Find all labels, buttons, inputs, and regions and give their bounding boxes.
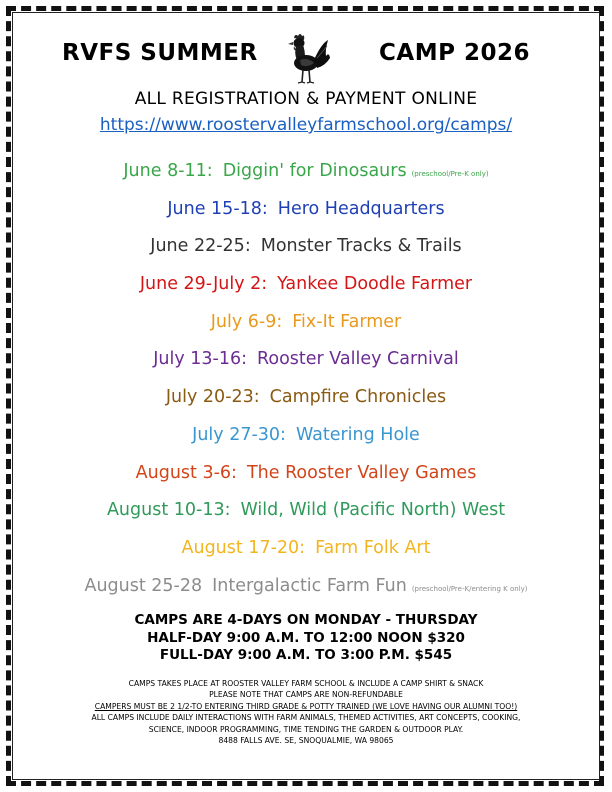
session-row [0,532,612,570]
session-name: Intergalactic Farm Fun [212,575,407,596]
session-row [0,381,612,419]
session-row [0,419,612,457]
info-days: CAMPS ARE 4-DAYS ON MONDAY - THURSDAY [134,612,478,628]
session-dates: July 13-16: [153,349,247,370]
title-left: RVFS SUMMER [62,40,258,66]
session-name: Rooster Valley Carnival [257,349,459,370]
session-row [0,343,612,381]
session-name: Campfire Chronicles [269,387,447,408]
session-row [0,494,612,532]
session-row [0,570,612,608]
session-dates: August 3-6: [135,462,237,483]
session-age-note: (preschool/Pre-K only) [411,170,489,178]
fine-print-refund: PLEASE NOTE THAT CAMPS ARE NON-REFUNDABLE [209,690,403,700]
fine-print-address: 8488 FALLS AVE. SE, SNOQUALMIE, WA 98065 [218,736,394,746]
session-name: Yankee Doodle Farmer [277,274,473,295]
session-name: Monster Tracks & Trails [260,236,462,257]
fine-print-location: CAMPS TAKES PLACE AT ROOSTER VALLEY FARM SCHOOL & INCLUDE A CAMP SHIRT & SNACK [128,679,484,688]
session-dates: June 8-11: [123,161,213,181]
session-name: Watering Hole [295,424,420,445]
registration-link[interactable]: https://www.roostervalleyfarmschool.org/camps/ [99,115,513,135]
session-name: Wild, Wild (Pacific North) West [240,500,506,521]
session-dates: July 20-23: [165,387,260,408]
session-row [0,155,612,193]
session-row [0,268,612,306]
session-dates: July 27-30: [192,424,286,445]
session-name: Fix-It Farmer [292,311,402,332]
session-dates: June 22-25: [150,236,251,257]
session-name: Farm Folk Art [315,537,431,558]
fine-print [40,678,572,746]
session-row [0,230,612,268]
camp-info [0,612,612,665]
rooster-icon [281,32,331,90]
title-right: CAMP 2026 [379,40,530,66]
fine-print-eligibility: CAMPERS MUST BE 2 1/2-TO ENTERING THIRD GRADE & POTTY TRAINED (WE LOVE HAVING OUR ALUMNI TOO!) [94,701,518,711]
session-list [0,155,612,607]
session-dates: July 6-9: [210,311,283,332]
session-row [0,306,612,344]
session-name: The Rooster Valley Games [246,462,477,483]
session-dates: June 29-July 2: [139,274,268,295]
info-half-day: HALF-DAY 9:00 A.M. TO 12:00 NOON $320 [147,629,465,646]
session-dates: August 10-13: [106,500,231,521]
session-row [0,457,612,495]
flyer-header [0,30,612,90]
session-name: Hero Headquarters [277,198,445,219]
session-dates: August 25-28 [84,575,203,596]
fine-print-activities-cont: SCIENCE, INDOOR PROGRAMMING, TIME TENDING THE GARDEN & OUTDOOR PLAY. [148,724,464,734]
session-dates: August 17-20: [181,537,306,558]
session-row [0,193,612,231]
session-name: Diggin' for Dinosaurs [222,161,407,181]
session-dates: June 15-18: [167,198,268,219]
session-age-note: (preschool/Pre-K/entering K only) [411,584,528,593]
info-full-day: FULL-DAY 9:00 A.M. TO 3:00 P.M. $545 [159,647,453,663]
fine-print-activities: ALL CAMPS INCLUDE DAILY INTERACTIONS WITH FARM ANIMALS, THEMED ACTIVITIES, ART CONCEPTS, COOKING, [91,713,521,723]
registration-note: ALL REGISTRATION & PAYMENT ONLINE [134,89,478,109]
